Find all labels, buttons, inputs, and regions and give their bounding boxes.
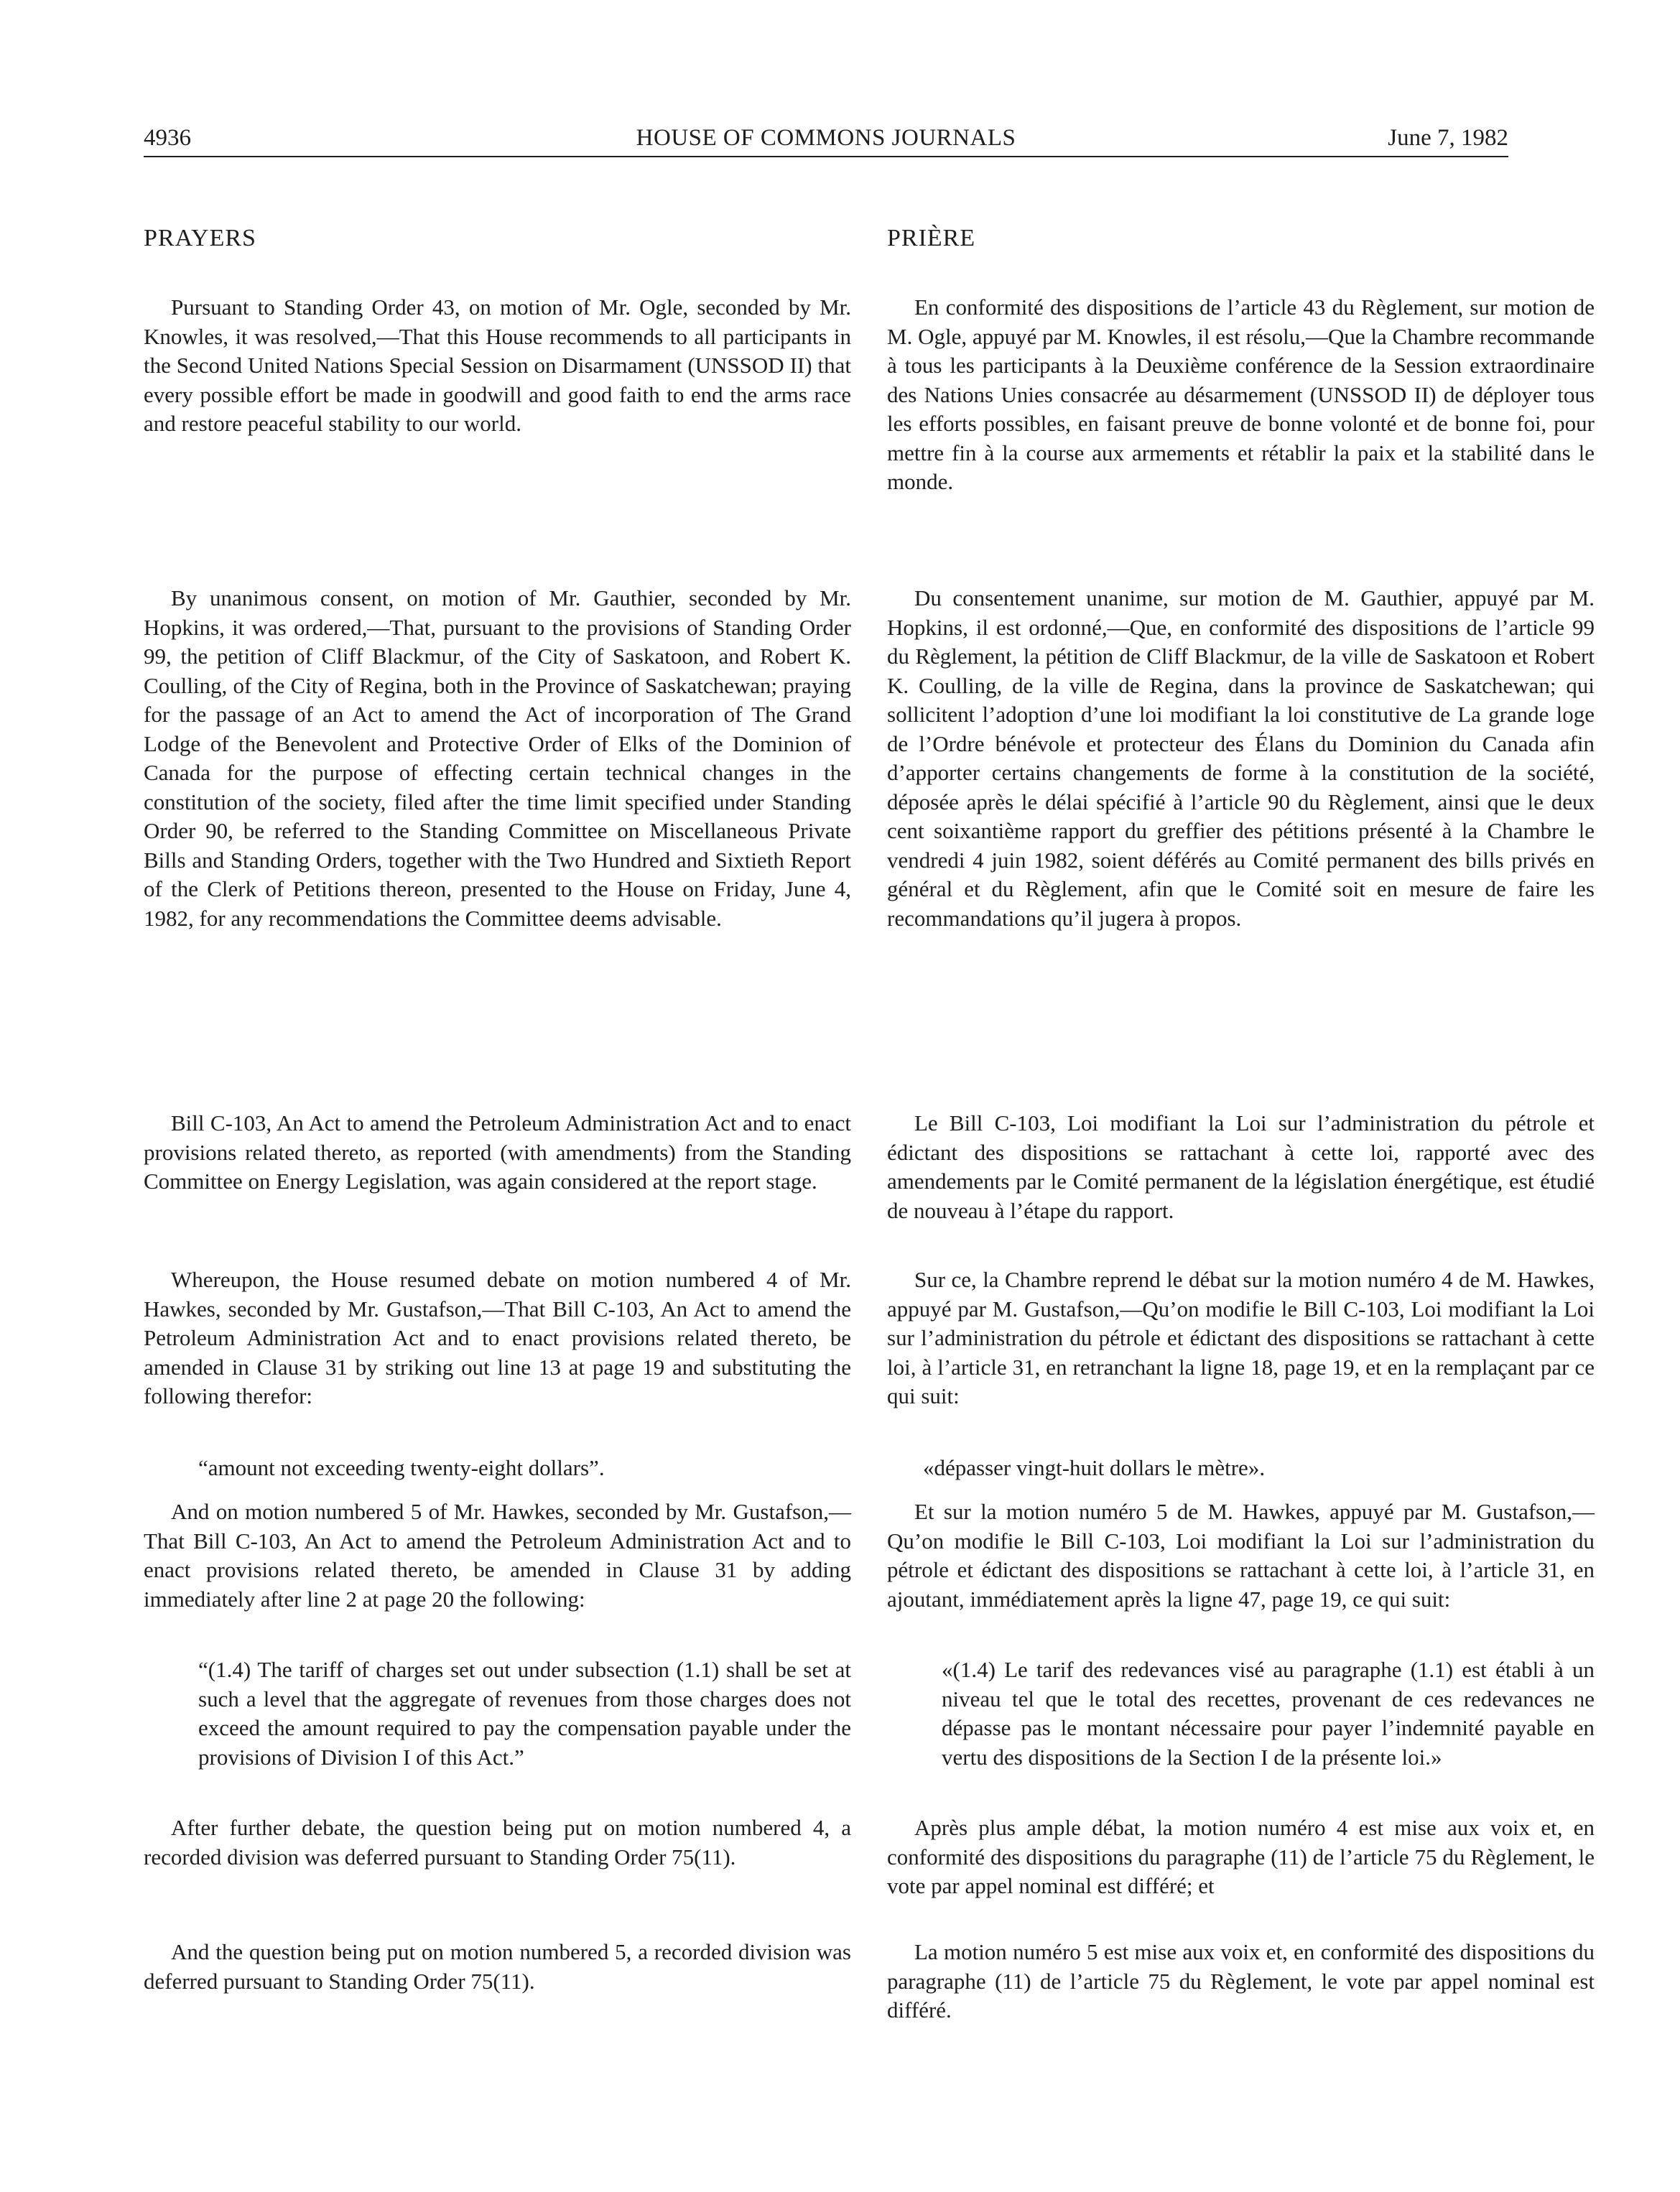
page-number: 4936 [144,125,191,151]
journal-date: June 7, 1982 [1388,125,1508,151]
en-motion-4: Whereupon, the House resumed debate on motion numbered 4 of Mr. Hawkes, seconded by Mr. Gustafson,—That Bill C-103, An Act to amend the Petroleum Administration Act and to enact provisions related thereto, be amended in Clause 31 by striking out line 13 at page 19 and substituting the following therefor: [144,1267,851,1408]
en-petition-order: By unanimous consent, on motion of Mr. Gauthier, seconded by Mr. Hopkins, it was ordered,—That, pursuant to the provisions of Standing Order 99, the petition of Cliff Blackmur, of the City of Saskatoon, and Robert K. Coulling, of the City of Regina, both in the Province of Saskatchewan; praying for the passage of an Act to amend the Act of incorporation of The Grand Lodge of the Benevolent and Protective Order of Elks of the Dominion of Canada for the purpose of effecting certain technical changes in the constitution of the society, filed after the time limit specified under Standing Order 90, be referred to the Standing Committee on Miscellaneous Private Bills and Standing Orders, together with the Two Hundred and Sixtieth Report of the Clerk of Petitions thereon, presented to the House on Friday, June 4, 1982, for any recommendations the Committee deems advisable. [144,585,851,931]
fr-motion-4: Sur ce, la Chambre reprend le débat sur la motion numéro 4 de M. Hawkes, appuyé par M. Gustafson,—Qu’on modifie le Bill C-103, Loi modifiant la Loi sur l’administration du pétrole et édictant des dispositions se rattachant à cette loi, à l’article 31, en retranchant la ligne 18, page 19, et en la remplaçant par ce qui suit: [887,1267,1595,1408]
fr-deferred-5: La motion numéro 5 est mise aux voix et, en conformité des dispositions du paragraphe (11) de l’article 75 du Règlement, le vote par appel nominal est différé. [887,1939,1595,2023]
fr-motion-4-quote: «dépasser vingt-huit dollars le mètre». [923,1455,1266,1480]
en-prayers-motion: Pursuant to Standing Order 43, on motion of Mr. Ogle, seconded by Mr. Knowles, it was resolved,—That this House recommends to all participants in the Second United Nations Special Session on Disarmament (UNSSOD II) that every possible effort be made in goodwill and good faith to end the arms race and restore peaceful stability to our world. [144,294,851,436]
en-motion-5-quote: “(1.4) The tariff of charges set out under subsection (1.1) shall be set at such a level that the aggregate of revenues from those charges does not exceed the amount required to pay the compensation payable under the provisions of Division I of this Act.” [198,1657,851,1770]
fr-bill-c103: Le Bill C-103, Loi modifiant la Loi sur l’administration du pétrole et édictant des dispositions se rattachant à cette loi, rapporté avec des amendements par le Comité permanent de la législation énergétique, est étudié de nouveau à l’étape du rapport. [887,1110,1595,1223]
fr-motion-5-quote: «(1.4) Le tarif des redevances visé au paragraphe (1.1) est établi à un niveau tel que le total des recettes, provenant de ces redevances ne dépasse pas le montant nécessaire pour payer l’indemnité payable en vertu des dispositions de la Section I de la présente loi.» [942,1657,1595,1770]
en-bill-c103: Bill C-103, An Act to amend the Petroleum Administration Act and to enact provisions related thereto, as reported (with amendments) from the Standing Committee on Energy Legislation, was again considered at the report stage. [144,1110,851,1194]
french-heading: PRIÈRE [887,225,976,251]
fr-prayers-motion: En conformité des dispositions de l’article 43 du Règlement, sur motion de M. Ogle, appuyé par M. Knowles, il est résolu,—Que la Chambre recommande à tous les participants à la Deuxième conférence de la Session extraordinaire des Nations Unies consacrée au désarmement (UNSSOD II) de déployer tous les efforts possibles, en faisant preuve de bonne volonté et de bonne foi, pour mettre fin à la course aux armements et rétablir la paix et la stabilité dans le monde. [887,294,1595,494]
en-motion-5: And on motion numbered 5 of Mr. Hawkes, seconded by Mr. Gustafson,—That Bill C-103, An Act to amend the Petroleum Administration Act and to enact provisions related thereto, be amended in Clause 31 by adding immediately after line 2 at page 20 the following: [144,1499,851,1612]
en-motion-4-quote: “amount not exceeding twenty-eight dollars”. [198,1455,605,1480]
fr-petition-order: Du consentement unanime, sur motion de M. Gauthier, appuyé par M. Hopkins, il est ordonné,—Que, en conformité des dispositions de l’article 99 du Règlement, la pétition de Cliff Blackmur, de la ville de Saskatoon et Robert K. Coulling, de la ville de Regina, dans la province de Saskatchewan; qui sollicitent l’adoption d’une loi modifiant la loi constitutive de La grande loge de l’Ordre bénévole et protecteur des Élans du Dominion du Canada afin d’apporter certains changements de forme à la constitution de la société, déposée après le délai spécifié à l’article 90 du Règlement, ainsi que le deux cent soixantième rapport du greffier des pétitions présenté à la Chambre le vendredi 4 juin 1982, soient déférés au Comité permanent des bills privés en général et du Règlement, afin que le Comité soit en mesure de faire les recommandations qu’il jugera à propos. [887,585,1595,931]
fr-deferred-4: Après plus ample débat, la motion numéro 4 est mise aux voix et, en conformité des dispositions du paragraphe (11) de l’article 75 du Règlement, le vote par appel nominal est différé; et [887,1815,1595,1898]
en-deferred-5: And the question being put on motion numbered 5, a recorded division was deferred pursuant to Standing Order 75(11). [144,1939,851,1994]
running-header [144,120,1508,156]
en-deferred-4: After further debate, the question being put on motion numbered 4, a recorded division was deferred pursuant to Standing Order 75(11). [144,1815,851,1870]
journal-title: HOUSE OF COMMONS JOURNALS [636,125,1016,151]
fr-motion-5: Et sur la motion numéro 5 de M. Hawkes, appuyé par M. Gustafson,—Qu’on modifie le Bill C-103, Loi modifiant la Loi sur l’administration du pétrole et édictant des dispositions se rattachant à cette loi, à l’article 31, en ajoutant, immédiatement après la ligne 47, page 19, ce qui suit: [887,1499,1595,1612]
header-rule [144,156,1508,157]
english-heading: PRAYERS [144,225,256,251]
